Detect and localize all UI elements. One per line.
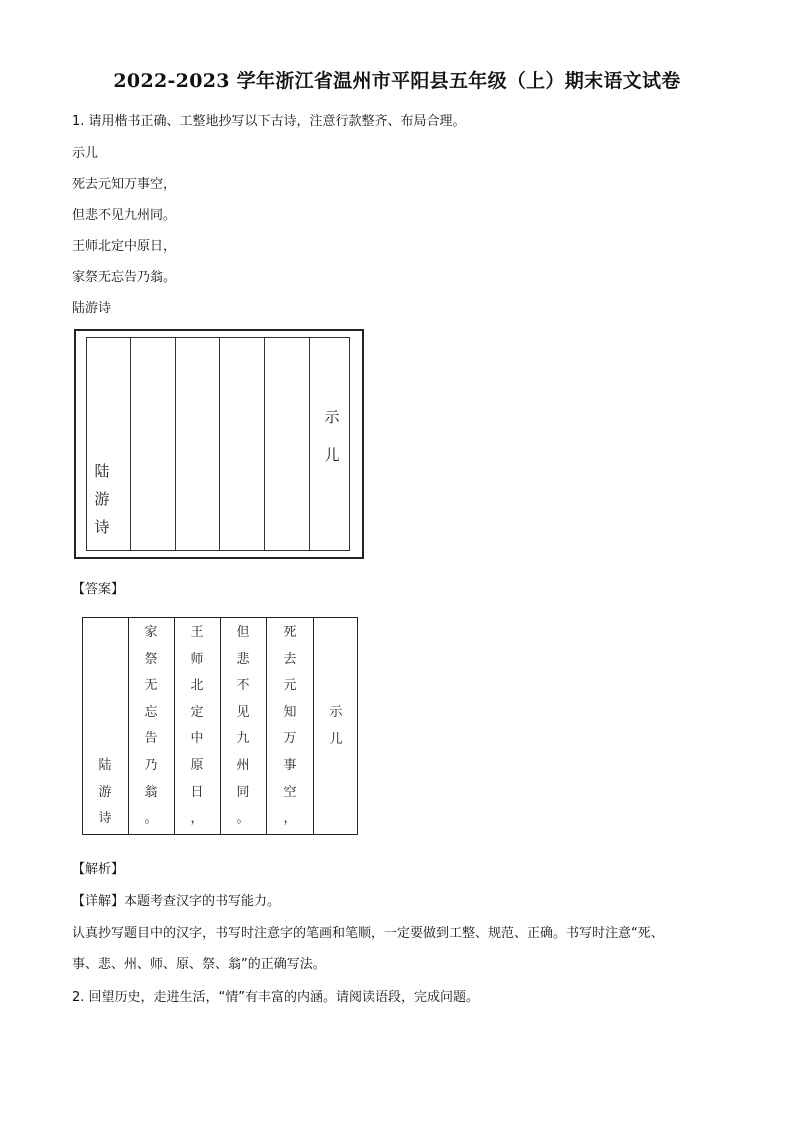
answer-poem-author (94, 753, 116, 833)
detail-text: 【详解】本题考查汉字的书写能力。 (72, 894, 281, 909)
answer-char: 北 (190, 678, 204, 694)
answer-char: 九 (236, 731, 250, 747)
answer-column-1 (140, 620, 162, 833)
answer-char: 同 (236, 784, 250, 800)
grid-char: 诗 (94, 518, 110, 536)
answer-grid-divider (266, 617, 267, 835)
grid-poem-title (320, 410, 344, 463)
answer-char: 悲 (236, 651, 250, 667)
answer-char: 中 (190, 731, 204, 747)
answer-char: 不 (236, 678, 250, 694)
answer-char: 。 (144, 811, 158, 827)
writing-grid (86, 337, 350, 551)
answer-char: 州 (236, 757, 250, 773)
question-1-prompt: 1. 请用楷书正确、工整地抄写以下古诗，注意行款整齐、布局合理。 (72, 114, 466, 129)
answer-char: 忘 (144, 704, 158, 720)
answer-char: 儿 (329, 731, 343, 747)
answer-char: ， (190, 811, 204, 827)
answer-char: 。 (236, 811, 250, 827)
explanation-line-2: 事、悲、州、师、原、祭、翁”的正确写法。 (72, 957, 326, 972)
answer-grid-divider (174, 617, 175, 835)
answer-char: 万 (283, 731, 297, 747)
grid-divider (219, 337, 220, 551)
answer-char: 去 (283, 651, 297, 667)
grid-char: 陆 (94, 462, 110, 480)
answer-char: 见 (236, 704, 250, 720)
answer-column-4 (279, 620, 301, 833)
answer-char: 元 (283, 678, 297, 694)
poem-line-4: 家祭无忘告乃翁。 (72, 270, 177, 285)
answer-char: 定 (190, 704, 204, 720)
answer-char: 知 (283, 704, 297, 720)
answer-char: 空 (283, 784, 297, 800)
answer-column-2 (186, 620, 208, 833)
answer-char: 但 (236, 625, 250, 640)
answer-grid-divider (128, 617, 129, 835)
grid-divider (264, 337, 265, 551)
poem-line-1: 死去元知万事空， (72, 177, 177, 192)
grid-char: 儿 (324, 446, 340, 464)
answer-char: 王 (190, 625, 204, 640)
answer-char: 师 (190, 651, 204, 667)
question-2-prompt: 2. 回望历史，走进生活，“情”有丰富的内涵。请阅读语段，完成问题。 (72, 990, 480, 1005)
grid-divider (309, 337, 310, 551)
answer-column-3 (232, 620, 254, 833)
answer-char: 示 (329, 705, 343, 720)
answer-char: 诗 (98, 811, 112, 827)
answer-char: 死 (283, 625, 297, 640)
answer-poem-title (325, 700, 347, 753)
poem-title: 示儿 (72, 146, 99, 161)
explanation-line-1: 认真抄写题目中的汉字，书写时注意字的笔画和笔顺，一定要做到工整、规范、正确。书写时注意“死、 (72, 926, 664, 941)
exam-title: 2022-2023 学年浙江省温州市平阳县五年级（上）期末语文试卷 (113, 70, 681, 92)
answer-char: 日 (190, 784, 204, 800)
answer-char: 无 (144, 678, 158, 694)
answer-char: 游 (98, 784, 112, 800)
answer-label: 【答案】 (72, 582, 125, 597)
answer-char: 原 (190, 757, 204, 773)
answer-char: ， (283, 811, 297, 827)
answer-grid-divider (313, 617, 314, 835)
poem-author: 陆游诗 (72, 301, 112, 316)
answer-char: 家 (144, 625, 158, 640)
answer-char: 翁 (144, 784, 158, 800)
answer-char: 祭 (144, 651, 158, 667)
poem-line-3: 王师北定中原日， (72, 239, 177, 254)
grid-poem-author (90, 464, 114, 535)
grid-char: 游 (94, 490, 110, 508)
answer-grid-divider (220, 617, 221, 835)
grid-divider (130, 337, 131, 551)
grid-char: 示 (324, 408, 340, 426)
answer-char: 事 (283, 757, 297, 773)
answer-char: 告 (144, 731, 158, 747)
answer-char: 陆 (98, 758, 112, 773)
analysis-label: 【解析】 (72, 862, 125, 877)
poem-line-2: 但悲不见九州同。 (72, 208, 177, 223)
answer-char: 乃 (144, 757, 158, 773)
grid-divider (175, 337, 176, 551)
